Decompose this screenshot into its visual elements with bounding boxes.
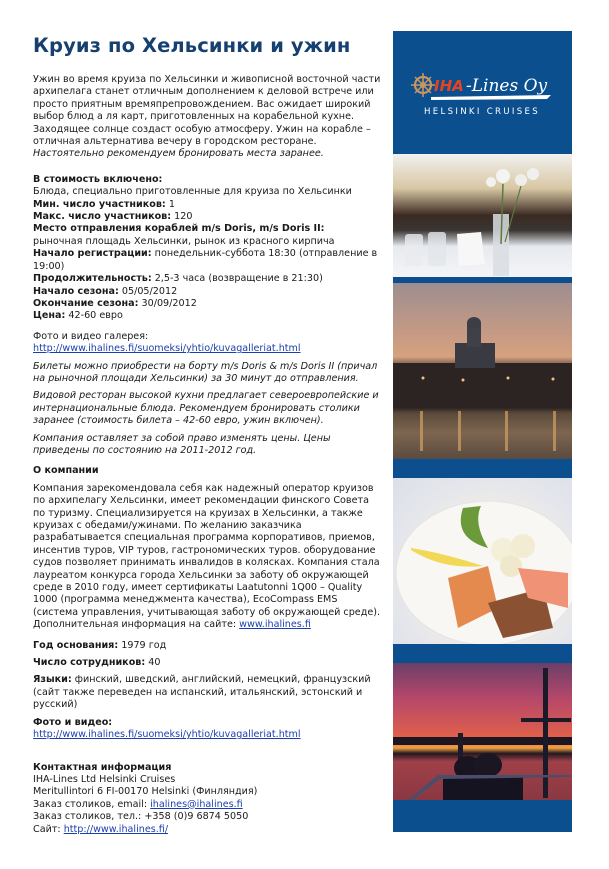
logo-brand-white: -Lines Oy xyxy=(466,76,548,96)
company-logo xyxy=(393,31,572,147)
staff-label: Число сотрудников: xyxy=(33,657,146,669)
contact-company: IHA-Lines Ltd Helsinki Cruises xyxy=(33,773,176,785)
media-label: Фото и видео: xyxy=(33,716,113,728)
about-text: Компания зарекомендовала себя как надежный оператор круизов по архипелагу Хельсинки, имеет рекомендации финского Совета по туризму. Специализируется на круизах в Хельсинки, а также круизах с обедами/ужинами. По желанию заказчика разрабатывается специальная программа корпоративов, приемов, инсентив туров, VIP туров, гастрономических туров. оборудование судов позволяет принимать инвалидов в колясках. Компания стала лауреатом конкурса города Хельсинки за заботу об окружающей среде в 2010 году, имеет сертификаты Laatutonni 1Q00 – Quality 1000 (программа менеджмента качества), EcoCompass EMS (система управления, учитывающая заботу об окружающей среде). Дополнительная информация на сайте: xyxy=(33,482,381,631)
departure-value: рыночная площадь Хельсинки, рынок из красного кирпича xyxy=(33,235,335,247)
media-section xyxy=(33,717,381,742)
season-end-label: Окончание сезона: xyxy=(33,297,139,309)
contact-section xyxy=(33,762,381,836)
season-start xyxy=(33,286,381,298)
founded xyxy=(33,640,381,652)
languages-label: Языки: xyxy=(33,674,72,686)
contact-site xyxy=(33,824,381,836)
languages xyxy=(33,674,381,711)
logo-tagline: HELSINKI CRUISES xyxy=(424,107,540,117)
founded-value: 1979 год xyxy=(118,639,167,651)
duration-label: Продолжительность: xyxy=(33,273,152,285)
intro-italic-note: Настоятельно рекомендуем бронировать места заранее. xyxy=(33,148,324,160)
founded-label: Год основания: xyxy=(33,639,119,651)
ship-wheel-icon xyxy=(411,73,435,97)
checkin-value: понедельник-суббота 18:30 (отправление в 19:00) xyxy=(33,248,378,272)
site-link[interactable]: http://www.ihalines.fi/ xyxy=(63,823,169,835)
page-title: Круиз по Хельсинки и ужин xyxy=(33,34,351,57)
staff-value: 40 xyxy=(145,657,161,669)
season-start-value: 05/05/2012 xyxy=(118,285,178,297)
about-site-link[interactable]: www.ihalines.fi xyxy=(239,619,311,631)
departure-label: Место отправления кораблей m/s Doris, m/s Doris II: xyxy=(33,223,325,235)
min-value: 1 xyxy=(165,198,175,210)
duration xyxy=(33,273,381,285)
season-end xyxy=(33,298,381,310)
site-label: Сайт: xyxy=(33,823,64,835)
email-link[interactable]: ihalines@ihalines.fi xyxy=(150,798,243,810)
contact-phone: Заказ столиков, тел.: +358 (0)9 6874 5050 xyxy=(33,811,249,823)
price-value: 42-60 евро xyxy=(65,310,123,322)
contact-address: Meritullintori 6 FI-00170 Helsinki (Финляндия) xyxy=(33,786,258,798)
intro-text: Ужин во время круиза по Хельсинки и живописной восточной части архипелага станет отличным дополнением к деловой встрече или просто приятным времяпрепровождением. Вас ожидает широкий выбор блюд а ля карт, приготовленных на корабельной кухне. Заходящее солнце создаст особую атмосферу. Ужин на корабле – отличная альтернатива вечеру в городском ресторане. xyxy=(33,74,381,148)
checkin-label: Начало регистрации: xyxy=(33,248,152,260)
gallery-section xyxy=(33,331,381,356)
price-label: Цена: xyxy=(33,310,66,322)
photo-panel xyxy=(393,31,572,832)
about-paragraph xyxy=(33,483,381,632)
min-label: Мин. число участников: xyxy=(33,198,166,210)
staff xyxy=(33,657,381,669)
duration-value: 2,5-3 часа (возвращение в 21:30) xyxy=(151,273,323,285)
season-start-label: Начало сезона: xyxy=(33,285,119,297)
gallery-link[interactable]: http://www.ihalines.fi/suomeksi/yhtio/kuvagalleriat.html xyxy=(33,343,301,355)
restaurant-table-photo xyxy=(393,154,572,277)
about-heading: О компании xyxy=(33,465,99,477)
note-restaurant: Видовой ресторан высокой кухни предлагает североевропейские и интернациональные блюда. Рекомендуем бронировать столики заранее (стоимость билета – 42-60 евро, ужин включен). xyxy=(33,390,379,427)
logo-brand-red: IHA xyxy=(434,77,464,95)
email-label: Заказ столиков, email: xyxy=(33,798,151,810)
min-participants xyxy=(33,199,381,211)
languages-value: финский, шведский, английский, немецкий, французский (сайт также переведен на испанский, итальянский, эстонский и русский) xyxy=(33,674,371,711)
contact-heading: Контактная информация xyxy=(33,761,172,773)
max-value: 120 xyxy=(171,211,193,223)
helsinki-evening-photo xyxy=(393,283,572,459)
note-prices: Компания оставляет за собой право изменять цены. Цены приведены по состоянию на 2011-2012 год. xyxy=(33,432,331,456)
main-content xyxy=(33,32,381,836)
max-label: Макс. число участников: xyxy=(33,211,172,223)
gallery-label: Фото и видео галерея: xyxy=(33,330,149,342)
included-label: В стоимость включено: xyxy=(33,173,163,185)
note-tickets: Билеты можно приобрести на борту m/s Doris & m/s Doris II (причал на рыночной площади Хельсинки) за 30 минут до отправления. xyxy=(33,360,378,384)
contact-email xyxy=(33,799,381,811)
sunset-deck-photo xyxy=(393,663,572,800)
intro-paragraph xyxy=(33,74,381,161)
included-value: Блюда, специально приготовленные для круиза по Хельсинки xyxy=(33,186,352,198)
checkin xyxy=(33,248,381,273)
tour-details xyxy=(33,174,381,323)
salmon-dish-photo xyxy=(393,478,572,644)
price xyxy=(33,310,381,322)
season-end-value: 30/09/2012 xyxy=(138,297,197,309)
max-participants xyxy=(33,211,381,223)
media-link[interactable]: http://www.ihalines.fi/suomeksi/yhtio/kuvagalleriat.html xyxy=(33,729,301,741)
